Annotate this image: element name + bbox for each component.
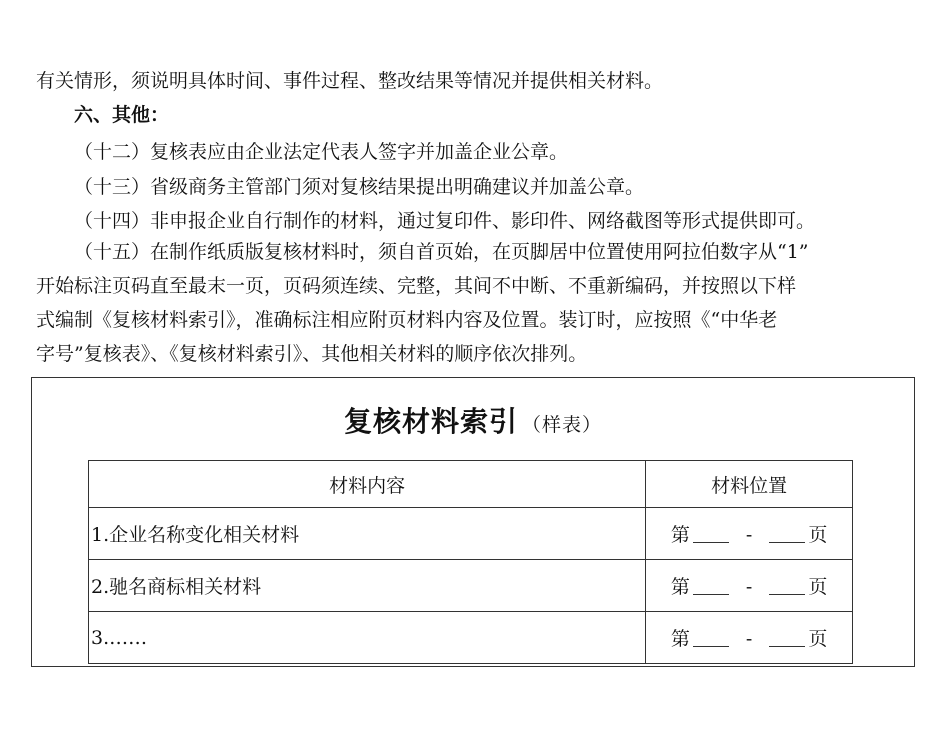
table-header-row <box>89 461 853 508</box>
paragraph-continuation: 有关情形，须说明具体时间、事件过程、整改结果等情况并提供相关材料。 <box>36 70 664 92</box>
table-row <box>89 612 853 664</box>
page-suffix: 页 <box>808 576 828 598</box>
paragraph-item-13: （十三）省级商务主管部门须对复核结果提出明确建议并加盖公章。 <box>74 176 645 198</box>
table-row <box>89 508 853 560</box>
page-separator: - <box>745 628 753 650</box>
paragraph-item-15-line3: 式编制《复核材料索引》，准确标注相应附页材料内容及位置。装订时，应按照《“中华老 <box>36 309 778 331</box>
page-prefix: 第 <box>670 576 690 598</box>
page-separator: - <box>745 576 753 598</box>
paragraph-item-14: （十四）非申报企业自行制作的材料，通过复印件、影印件、网络截图等形式提供即可。 <box>74 210 816 232</box>
row-position <box>646 612 853 664</box>
header-content: 材料内容 <box>89 461 646 508</box>
row-position <box>646 560 853 612</box>
page-end-blank <box>769 593 805 595</box>
page-start-blank <box>693 541 729 543</box>
page-start-blank <box>693 645 729 647</box>
page-prefix: 第 <box>670 524 690 546</box>
index-title: 复核材料索引 <box>343 405 518 438</box>
page-suffix: 页 <box>808 524 828 546</box>
table-row <box>89 560 853 612</box>
page-end-blank <box>769 541 805 543</box>
index-table <box>88 460 853 664</box>
page-start-blank <box>693 593 729 595</box>
page-prefix: 第 <box>670 628 690 650</box>
page-suffix: 页 <box>808 628 828 650</box>
page-separator: - <box>745 524 753 546</box>
paragraph-item-15-line1: （十五）在制作纸质版复核材料时，须自首页始，在页脚居中位置使用阿拉伯数字从“1” <box>74 241 809 263</box>
row-content: 2.驰名商标相关材料 <box>89 560 646 612</box>
paragraph-item-15-line4: 字号”复核表》、《复核材料索引》、其他相关材料的顺序依次排列。 <box>36 343 588 365</box>
row-content: 3.…… <box>89 612 646 664</box>
paragraph-item-12: （十二）复核表应由企业法定代表人签字并加盖企业公章。 <box>74 141 569 163</box>
index-subtitle: （样表） <box>522 414 603 436</box>
row-content: 1.企业名称变化相关材料 <box>89 508 646 560</box>
header-position: 材料位置 <box>646 461 853 508</box>
row-position <box>646 508 853 560</box>
page-end-blank <box>769 645 805 647</box>
index-title-row <box>32 400 914 440</box>
paragraph-item-15-line2: 开始标注页码直至最末一页，页码须连续、完整，其间不中断、不重新编码，并按照以下样 <box>36 275 797 297</box>
section-heading-other: 六、其他： <box>74 104 170 126</box>
index-sample-frame <box>31 377 915 667</box>
